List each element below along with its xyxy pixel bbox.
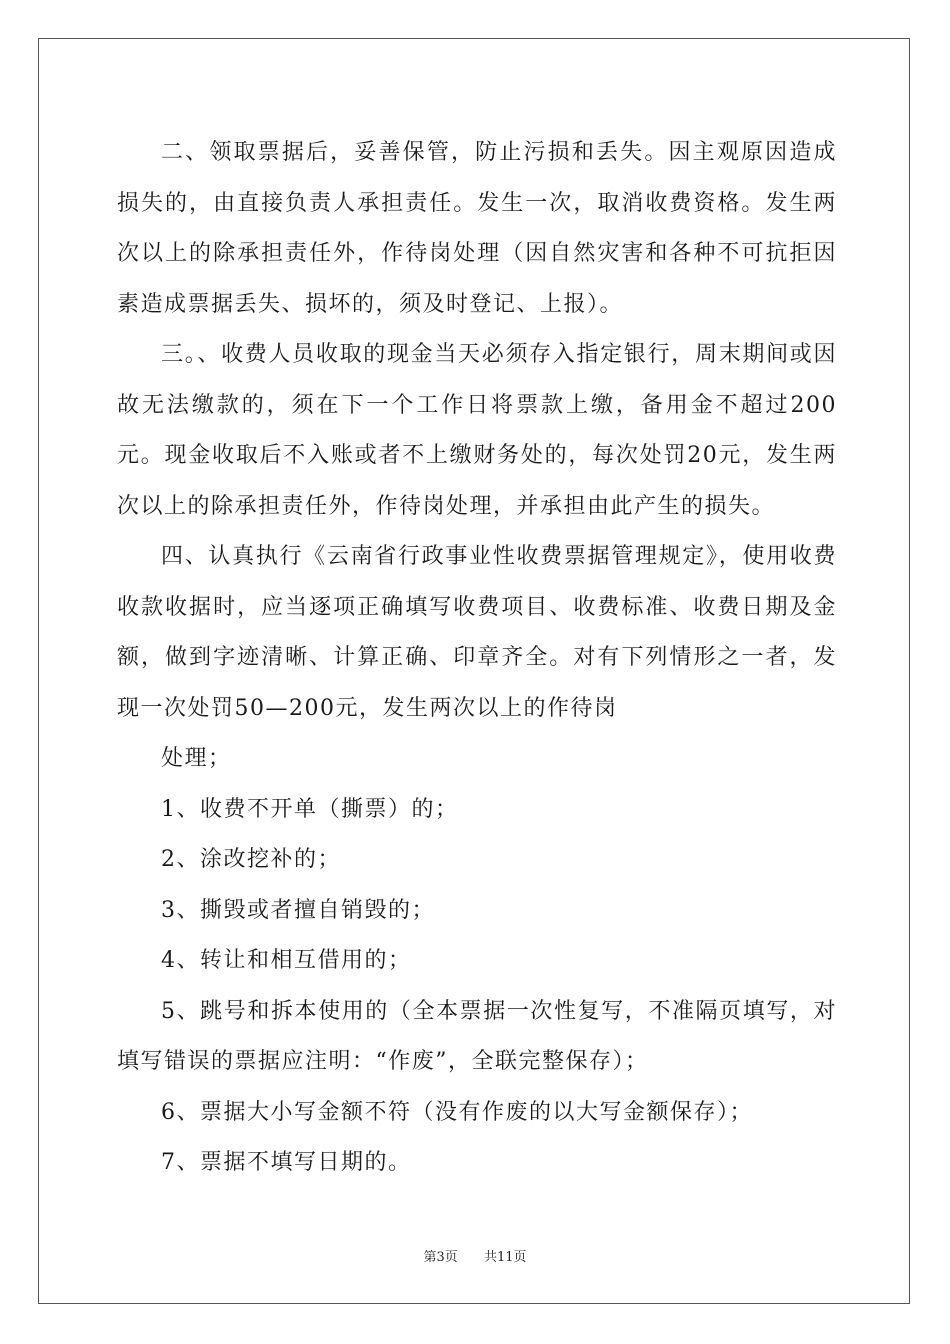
page-number: 第3页	[423, 1250, 458, 1265]
list-item-3: 3、撕毁或者擅自销毁的；	[161, 897, 435, 923]
paragraph-continuation: 处理；	[161, 746, 232, 771]
paragraph-4: 四、认真执行《云南省行政事业性收费票据管理规定》，使用收费收款收据时，应当逐项正确填写收费项目、收费标准、收费日期及金额，做到字迹清晰、计算正确、印章齐全。对有下列情形之一者，发现一次处罚50—200元，发生两次以上的作待岗	[117, 544, 837, 721]
list-item-7: 7、票据不填写日期的。	[161, 1150, 412, 1175]
page-total: 共11页	[484, 1250, 527, 1265]
document-body	[117, 128, 837, 1189]
list-item-5: 5、跳号和拆本使用的（全本票据一次性复写，不准隔页填写，对填写错误的票据应注明：“作废”，全联完整保存）；	[117, 998, 837, 1074]
page-footer	[0, 1246, 950, 1265]
paragraph-3: 三。、收费人员收取的现金当天必须存入指定银行，周末期间或因故无法缴款的，须在下一个工作日将票款上缴，备用金不超过200元。现金收取后不入账或者不上缴财务处的，每次处罚20元，发生两次以上的除承担责任外，作待岗处理，并承担由此产生的损失。	[117, 342, 837, 519]
list-item-4: 4、转让和相互借用的；	[161, 948, 412, 973]
paragraph-2: 二、领取票据后，妥善保管，防止污损和丢失。因主观原因造成损失的，由直接负责人承担责任。发生一次，取消收费资格。发生两次以上的除承担责任外，作待岗处理（因自然灾害和各种不可抗拒因素造成票据丢失、损坏的，须及时登记、上报）。	[117, 140, 837, 317]
list-item-6: 6、票据大小写金额不符（没有作废的以大写金额保存）；	[161, 1099, 753, 1125]
list-item-1: 1、收费不开单（撕票）的；	[161, 796, 459, 822]
list-item-2: 2、涂改挖补的；	[161, 847, 341, 872]
